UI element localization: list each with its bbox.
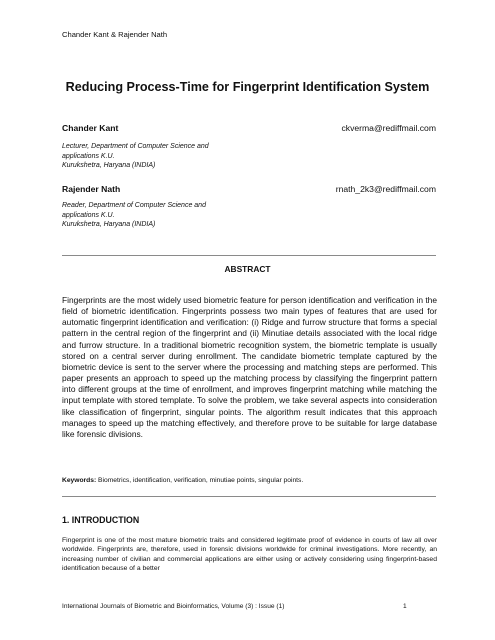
author-name-1: Chander Kant (62, 123, 119, 133)
section-heading-introduction: 1. INTRODUCTION (62, 515, 140, 525)
divider-top (62, 255, 436, 256)
affiliation-line: applications K.U. (62, 211, 115, 219)
keywords-line (62, 477, 437, 484)
author-email-1: ckverma@rediffmail.com (341, 123, 436, 133)
author-name-2: Rajender Nath (62, 184, 121, 194)
author-affiliation-2 (62, 201, 282, 230)
affiliation-line: Kurukshetra, Haryana (INDIA) (62, 162, 156, 170)
affiliation-line: Kurukshetra, Haryana (INDIA) (62, 221, 156, 229)
abstract-heading: ABSTRACT (224, 264, 271, 274)
author-affiliation-1 (62, 142, 282, 171)
affiliation-line: applications K.U. (62, 152, 115, 160)
keywords-label: Keywords: (62, 477, 97, 484)
divider-bottom (62, 496, 436, 497)
paper-title: Reducing Process-Time for Fingerprint Identification System (65, 80, 430, 94)
author-email-2: rnath_2k3@rediffmail.com (335, 184, 436, 194)
keywords-text: Biometrics, identification, verification, minutiae points, singular points. (96, 477, 304, 484)
affiliation-line: Reader, Department of Computer Science and (62, 202, 206, 209)
running-head: Chander Kant & Rajender Nath (62, 30, 168, 39)
footer-page-number: 1 (403, 603, 407, 610)
affiliation-line: Lecturer, Department of Computer Science and (62, 143, 209, 150)
abstract-text: Fingerprints are the most widely used biometric feature for person identification and verification in the field of biometric identification. Fingerprints possess two main types of features that are used for automatic fingerprint identification and verification: (i) Ridge and furrow structure that forms a special pattern in the central region of the fingerprint and (ii) Minutiae details associated with the local ridge and furrow structure. In a traditional biometric recognition system, the biometric template is usually stored on a central server during enrollment. The candidate biometric template captured by the biometric device is sent to the server where the processing and matching steps are performed. This paper presents an approach to speed up the matching process by classifying the fingerprint pattern into different groups at the time of enrollment, and improves fingerprint matching while matching the input template with stored template. To solve the problem, we take several aspects into consideration like classification of fingerprint, singular points. The algorithm result indicates that this approach manages to speed up the matching effectively, and therefore prove to be suitable for large database like forensic divisions. (62, 295, 437, 439)
footer-journal: International Journals of Biometric and Bioinformatics, Volume (3) : Issue (1) (62, 603, 285, 610)
introduction-text: Fingerprint is one of the most mature biometric traits and considered legitimate proof of evidence in courts of law all over worldwide. Fingerprints are, therefore, used in forensic divisions worldwide for criminal investigations. More recently, an increasing number of civilian and commercial applications are either using or actively considering using fingerprint-based identification because of a better (62, 537, 437, 572)
